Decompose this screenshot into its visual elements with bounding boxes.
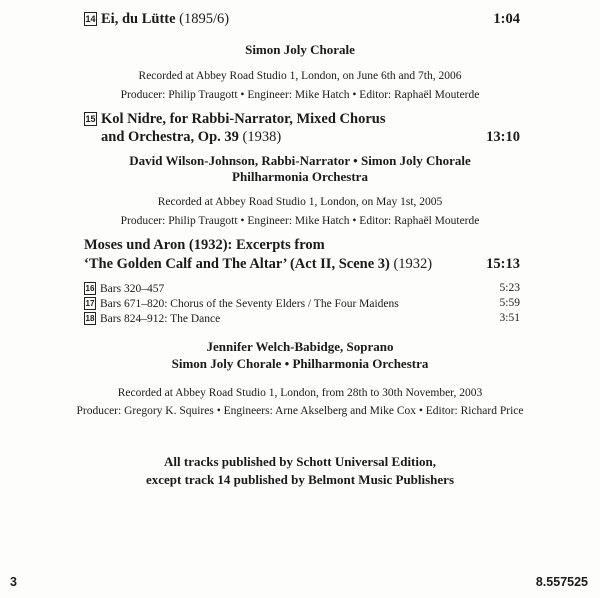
work-title-text: ‘The Golden Calf and The Altar’ (Act II, Scene 3) <box>84 256 390 272</box>
track-number-badge: 14 <box>85 14 96 24</box>
track-title-text: and Orchestra, Op. 39 <box>101 129 239 145</box>
work-year: (1932) <box>389 256 433 272</box>
production-credits: Producer: Philip Traugott • Engineer: Mike Hatch • Editor: Raphaël Mouterde <box>120 89 480 101</box>
subtrack-row <box>84 282 520 297</box>
work-duration: 15:13 <box>486 256 520 272</box>
performers-line: Philharmonia Orchestra <box>232 169 368 184</box>
track-number-badge: 15 <box>85 114 96 124</box>
track-title-text: Kol Nidre, for Rabbi-Narrator, Mixed Chorus <box>101 111 386 127</box>
track-year: (1895/6) <box>175 11 230 27</box>
performers-line: Simon Joly Chorale <box>245 42 355 57</box>
track-year: (1938) <box>238 129 282 145</box>
subtrack-duration: 5:59 <box>499 297 520 309</box>
track-duration: 1:04 <box>493 11 520 27</box>
production-credits: Producer: Gregory K. Squires • Engineers: Arne Akselberg and Mike Cox • Editor: Richard Price <box>76 405 524 417</box>
subtrack-row <box>84 312 520 327</box>
production-credits: Producer: Philip Traugott • Engineer: Mike Hatch • Editor: Raphaël Mouterde <box>120 215 480 227</box>
performers-line: David Wilson-Johnson, Rabbi-Narrator • Simon Joly Chorale <box>129 153 471 168</box>
track-15-title <box>84 110 520 128</box>
recording-info: Recorded at Abbey Road Studio 1, London, from 28th to 30th November, 2003 <box>117 387 483 399</box>
subtrack-label: Bars 824–912: The Dance <box>100 313 221 325</box>
track-14-title <box>84 10 520 28</box>
subtrack-row <box>84 297 520 312</box>
performers-line: Jennifer Welch-Babidge, Soprano <box>206 339 394 354</box>
publishing-note: except track 14 published by Belmont Music Publishers <box>145 472 455 487</box>
track-number-badge: 17 <box>85 299 95 308</box>
publishing-note: All tracks published by Schott Universal Edition, <box>164 454 436 469</box>
track-title-text: Ei, du Lütte <box>101 11 176 27</box>
track-number-badge: 18 <box>85 314 95 323</box>
recording-info: Recorded at Abbey Road Studio 1, London, on May 1st, 2005 <box>157 196 443 208</box>
performers-line: Simon Joly Chorale • Philharmonia Orchestra <box>171 356 429 371</box>
track-duration: 13:10 <box>486 129 520 145</box>
track-number-badge: 16 <box>85 284 95 293</box>
subtrack-label: Bars 671–820: Chorus of the Seventy Elders / The Four Maidens <box>100 298 399 310</box>
moses-title <box>84 236 520 254</box>
catalogue-number: 8.557525 <box>535 575 588 589</box>
work-title-text: Moses und Aron (1932): Excerpts from <box>84 237 325 253</box>
recording-info: Recorded at Abbey Road Studio 1, London, on June 6th and 7th, 2006 <box>138 70 462 82</box>
page-number: 3 <box>10 575 17 589</box>
subtrack-duration: 3:51 <box>499 312 520 324</box>
moses-title-cont <box>84 255 520 273</box>
track-15-title-cont <box>84 128 520 146</box>
subtrack-label: Bars 320–457 <box>100 283 165 295</box>
subtrack-duration: 5:23 <box>499 282 520 294</box>
